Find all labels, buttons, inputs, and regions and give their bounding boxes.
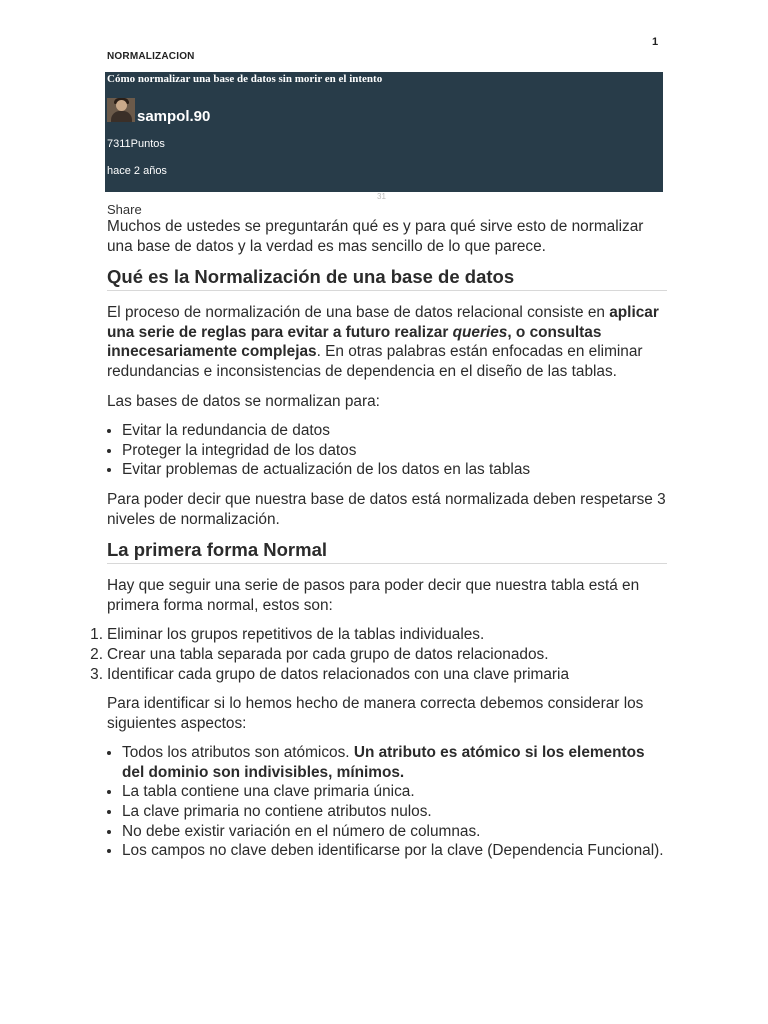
list-item: • Los campos no clave deben identificarse por la clave (Dependencia Funcional). [122, 841, 667, 861]
aspects-list [107, 743, 667, 861]
definition-bold-1: aplicar una serie de reglas para evitar a futuro realizar [107, 304, 659, 341]
list-item: • No debe existir variación en el número de columnas. [122, 822, 667, 842]
list-item [90, 625, 667, 645]
definition-italic-queries: queries [452, 323, 508, 341]
author-points: 7311Puntos [107, 138, 165, 150]
avatar-head [116, 100, 127, 111]
article-title[interactable]: Cómo normalizar una base de datos sin morir en el intento [107, 73, 383, 85]
steps-intro: Hay que seguir una serie de pasos para poder decir que nuestra tabla está en primera forma normal, estos son: [107, 577, 640, 614]
document-title: NORMALIZACION [107, 51, 195, 62]
definition-text-2: . En otras palabras están enfocadas en eliminar redundancias e inconsistencias de dependencia en el diseño de las tablas. [107, 343, 643, 380]
step-number: 1. [90, 626, 103, 644]
step-text: Identificar cada grupo de datos relacionados con una clave primaria [107, 665, 569, 683]
article-banner [105, 72, 663, 192]
section-heading-primera-forma: La primera forma Normal [107, 539, 667, 564]
definition-paragraph [107, 303, 667, 381]
post-age: hace 2 años [107, 165, 167, 177]
step-text: Crear una tabla separada por cada grupo de datos relacionados. [107, 645, 549, 663]
page-number: 1 [652, 36, 659, 48]
avatar-body [111, 111, 132, 122]
definition-bold-2: , o consultas innecesariamente complejas [107, 323, 602, 361]
step-number: 3. [90, 665, 103, 683]
purpose-intro: Las bases de datos se normalizan para: [107, 392, 380, 410]
purpose-list [107, 421, 667, 480]
list-item [90, 665, 667, 685]
aspect-text: Todos los atributos son atómicos. [122, 744, 354, 762]
aspect-bold: Un atributo es atómico si los elementos del dominio son indivisibles, mínimos. [122, 744, 645, 781]
list-item [90, 645, 667, 665]
definition-text-1: El proceso de normalización de una base de datos relacional consiste en [107, 304, 610, 322]
levels-paragraph: Para poder decir que nuestra base de datos está normalizada deben respetarse 3 niveles de normalización. [107, 490, 666, 528]
counter-label: 31 [377, 192, 386, 201]
list-item: • La tabla contiene una clave primaria única. [122, 782, 667, 802]
section-heading-normalizacion: Qué es la Normalización de una base de datos [107, 266, 667, 291]
steps-list [90, 625, 667, 684]
aspects-intro: Para identificar si lo hemos hecho de manera correcta debemos considerar los siguientes aspectos: [107, 695, 644, 732]
user-avatar[interactable] [107, 98, 135, 122]
step-text: Eliminar los grupos repetitivos de la tablas individuales. [107, 626, 485, 644]
list-item: • Evitar la redundancia de datos [122, 421, 667, 441]
author-username[interactable]: sampol.90 [137, 108, 211, 125]
article-body [90, 217, 667, 861]
list-item: • Proteger la integridad de los datos [122, 441, 667, 461]
list-item: • Evitar problemas de actualización de los datos en las tablas [122, 460, 667, 480]
list-item: • La clave primaria no contiene atributos nulos. [122, 802, 667, 822]
step-number: 2. [90, 645, 103, 663]
share-link[interactable]: Share [107, 202, 142, 217]
intro-paragraph: Muchos de ustedes se preguntarán qué es y para qué sirve esto de normalizar una base de datos y la verdad es mas sencillo de lo que parece. [107, 218, 644, 255]
list-item [122, 743, 667, 782]
